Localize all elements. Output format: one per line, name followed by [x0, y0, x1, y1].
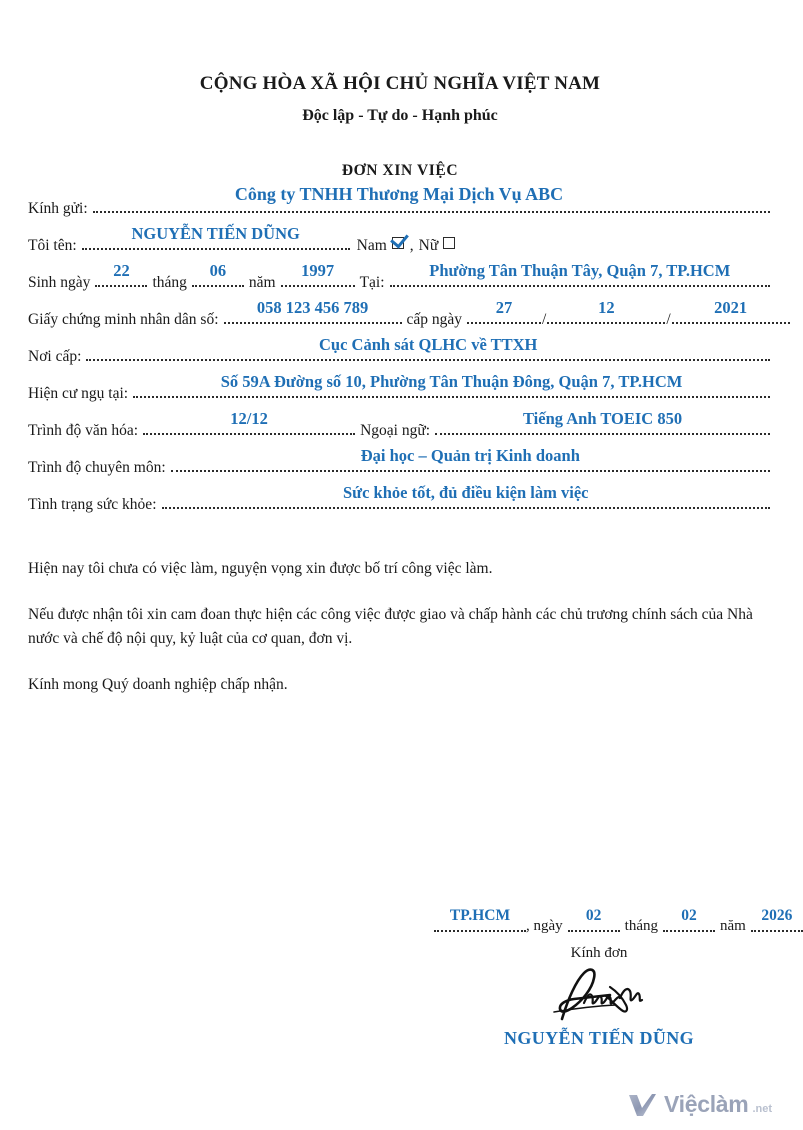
health-leader	[162, 483, 771, 514]
birth-month-leader	[192, 260, 244, 291]
company-name-value: Công ty TNHH Thương Mại Dịch Vụ ABC	[234, 184, 564, 204]
logo-name: Việclàm	[664, 1091, 749, 1117]
issue-place-label: Nơi cấp:	[28, 347, 82, 365]
application-form	[28, 180, 770, 513]
field-full-name	[28, 223, 770, 254]
health-value: Sức khỏe tốt, đủ điều kiện làm việc	[342, 483, 589, 503]
document-header	[0, 0, 800, 180]
signature-date-line	[434, 907, 793, 935]
signature-place-value: TP.HCM	[449, 907, 511, 924]
major-leader	[171, 445, 770, 477]
residence-label: Hiện cư ngụ tại:	[28, 384, 129, 402]
document-title: ĐƠN XIN VIỆC	[341, 161, 459, 179]
issue-month-value: 12	[598, 297, 615, 317]
field-recipient	[28, 184, 770, 217]
signer-name: NGUYỄN TIẾN DŨNG	[503, 1028, 695, 1048]
body-paragraph-3: Kính mong Quý doanh nghiệp chấp nhận.	[28, 676, 288, 694]
gender-separator: ,	[409, 236, 414, 254]
birthplace-label: Tại:	[359, 273, 385, 291]
issue-place-value: Cục Cảnh sát QLHC về TTXH	[319, 334, 538, 354]
birth-day-value: 22	[113, 260, 130, 280]
handwritten-signature	[434, 964, 764, 1026]
full-name-label: Tôi tên:	[28, 236, 77, 254]
logo-tld: .net	[752, 1103, 772, 1115]
date-slash-2: /	[666, 310, 671, 328]
field-id-card	[28, 297, 770, 328]
language-label: Ngoại ngữ:	[360, 422, 431, 440]
field-health	[28, 483, 770, 514]
male-checkbox[interactable]	[392, 237, 404, 249]
major-value: Đại học – Quản trị Kinh doanh	[360, 445, 580, 465]
birthplace-leader	[390, 260, 770, 291]
birth-month-label: tháng	[152, 273, 187, 291]
residence-value: Số 59A Đường số 10, Phường Tân Thuận Đông, Quận 7, TP.HCM	[220, 371, 683, 391]
birth-day-leader	[95, 260, 147, 291]
birth-year-label: năm	[248, 273, 276, 291]
gender-group	[350, 237, 456, 254]
recipient-label: Kính gửi:	[28, 199, 88, 217]
residence-leader	[133, 371, 770, 403]
field-residence	[28, 371, 770, 402]
birth-year-leader	[281, 260, 355, 291]
id-card-label: Giấy chứng minh nhân dân số:	[28, 310, 219, 328]
language-leader	[435, 408, 770, 440]
signature-day-value: 02	[585, 907, 602, 924]
birthplace-value: Phường Tân Thuận Tây, Quận 7, TP.HCM	[429, 260, 731, 280]
checkmark-icon	[627, 1092, 657, 1118]
issue-place-leader	[86, 334, 770, 365]
nation-title: CỘNG HÒA XÃ HỘI CHỦ NGHĨA VIỆT NAM	[199, 73, 601, 94]
signature-month-value: 02	[681, 907, 697, 924]
full-name-leader	[82, 223, 350, 254]
signature-place-leader	[434, 907, 526, 935]
letter-body	[28, 557, 768, 697]
signature-day-label: , ngày	[526, 918, 563, 934]
vieclam-logo	[627, 1091, 772, 1118]
field-birth	[28, 260, 770, 291]
field-issue-place	[28, 334, 770, 365]
female-checkbox[interactable]	[443, 237, 455, 249]
field-major	[28, 445, 770, 477]
male-label: Nam	[356, 236, 387, 254]
major-label: Trình độ chuyên môn:	[28, 459, 166, 477]
date-slash-1: /	[542, 310, 547, 328]
education-leader	[143, 408, 355, 440]
issue-year-value: 2021	[714, 297, 748, 317]
signature-day-leader	[568, 907, 620, 935]
birth-year-value: 1997	[301, 260, 335, 280]
birth-label: Sinh ngày	[28, 273, 91, 291]
issue-date-label: cấp ngày	[406, 310, 463, 328]
body-paragraph-2: Nếu được nhận tôi xin cam đoan thực hiện các công việc được giao và chấp hành các chủ trương chính sách của Nhà nước và chế độ nội quy, kỷ luật của cơ quan, đơn vị.	[28, 606, 753, 648]
field-education-language	[28, 408, 770, 440]
signature-year-value: 2026	[761, 907, 793, 924]
id-card-leader	[224, 297, 402, 328]
signature-block	[434, 907, 793, 1049]
signature-year-label: năm	[720, 918, 746, 934]
language-value: Tiếng Anh TOEIC 850	[522, 408, 683, 428]
female-label: Nữ	[418, 236, 439, 254]
health-label: Tình trạng sức khỏe:	[28, 496, 157, 514]
issue-day-value: 27	[495, 297, 513, 317]
issue-day-leader	[467, 297, 541, 328]
signature-month-leader	[663, 907, 715, 935]
education-label: Trình độ văn hóa:	[28, 422, 139, 440]
kinh-don-label: Kính đơn	[570, 945, 628, 961]
education-value: 12/12	[230, 408, 268, 428]
issue-year-leader	[672, 297, 790, 328]
birth-month-value: 06	[209, 260, 227, 280]
signature-year-leader	[751, 907, 803, 935]
full-name-value: NGUYỄN TIẾN DŨNG	[131, 223, 300, 243]
signature-month-label: tháng	[624, 918, 658, 934]
body-paragraph-1: Hiện nay tôi chưa có việc làm, nguyện vọng xin được bố trí công việc làm.	[28, 560, 493, 578]
id-card-value: 058 123 456 789	[256, 297, 369, 317]
nation-motto: Độc lập - Tự do - Hạnh phúc	[302, 106, 498, 124]
issue-month-leader	[547, 297, 665, 328]
